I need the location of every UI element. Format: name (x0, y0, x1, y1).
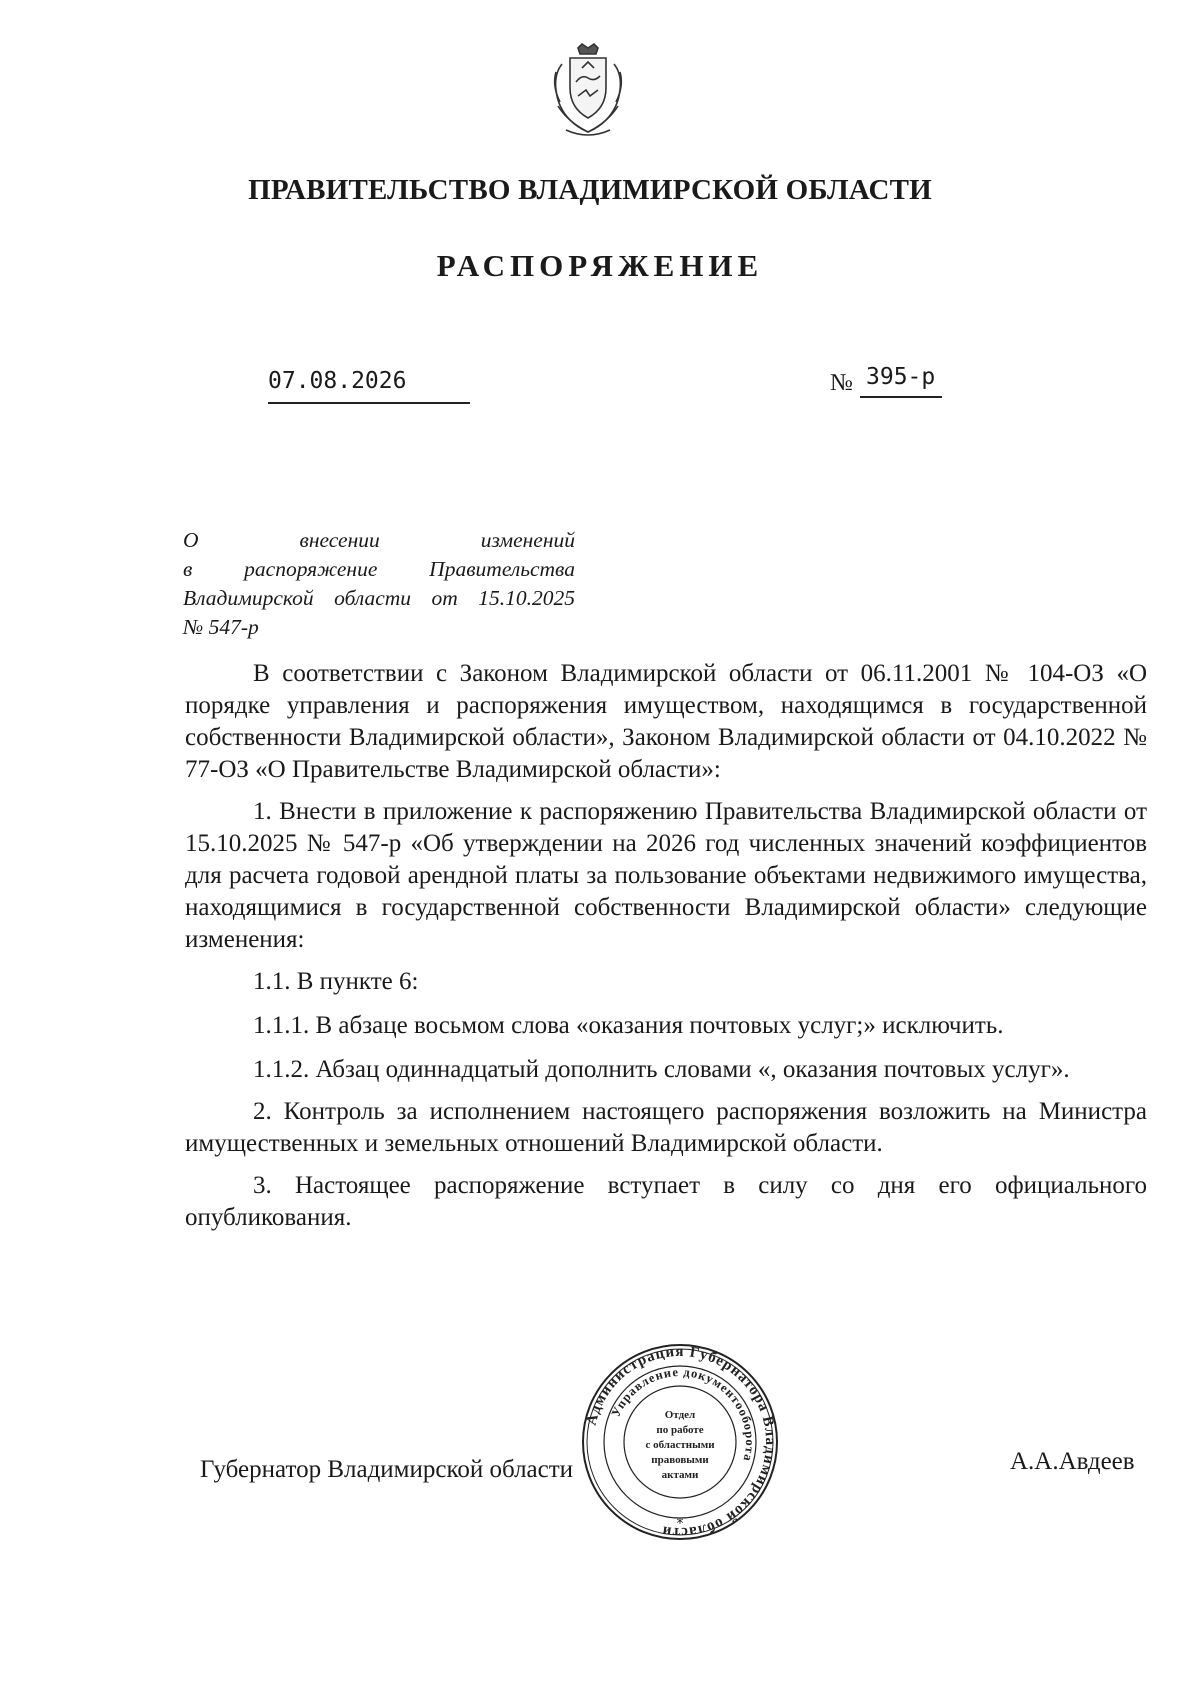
subject-line: Владимирской области от 15.10.2025 (183, 586, 575, 610)
subject-line: № 547-р (183, 615, 259, 639)
subject-line: в распоряжение Правительства (183, 557, 575, 581)
number-sign: № (830, 370, 853, 396)
stamp-center-line: с областными (645, 1439, 715, 1451)
clause-1-paragraph: 1. Внести в приложение к распоряжению Правительства Владимирской области от 15.10.2025 № 547-р «Об утверждении на 2026 год численных значений коэффициентов для расчета годовой арендной платы за пользование объектами недвижимого имущества, находящимися в государственной собственности Владимирской области» следующие изменения: (185, 798, 1147, 953)
stamp-center-line: правовыми (651, 1454, 709, 1466)
clause-1-1-1-paragraph: 1.1.1. В абзаце восьмом слова «оказания почтовых услуг;» исключить. (253, 1012, 1004, 1039)
document-number: 395-р (866, 364, 936, 390)
svg-text:*: * (676, 1516, 684, 1532)
official-stamp (580, 1342, 780, 1542)
signatory-name: А.А.Авдеев (1010, 1448, 1135, 1475)
stamp-middle-text: Управление документооборота (608, 1364, 758, 1464)
stamp-outer-text: Администрация Губернатора Владимирской области (583, 1343, 779, 1541)
stamp-center-line: Отдел (664, 1409, 696, 1421)
stamp-center-line: актами (661, 1469, 699, 1481)
stamp-center-line: по работе (656, 1424, 704, 1436)
document-type-heading: РАСПОРЯЖЕНИЕ (436, 248, 764, 283)
coat-of-arms-icon (548, 42, 628, 140)
subject-line: О внесении изменений (183, 528, 575, 552)
clause-1-1-paragraph: 1.1. В пункте 6: (253, 968, 419, 995)
document-subject (183, 526, 575, 642)
number-underline (860, 396, 942, 398)
document-date: 07.08.2026 (268, 368, 407, 394)
organization-title: ПРАВИТЕЛЬСТВО ВЛАДИМИРСКОЙ ОБЛАСТИ (248, 174, 932, 206)
date-underline (268, 402, 470, 404)
clause-2-paragraph: 2. Контроль за исполнением настоящего распоряжения возложить на Министра имущественных и земельных отношений Владимирской области. (185, 1098, 1147, 1157)
preamble-paragraph: В соответствии с Законом Владимирской области от 06.11.2001 № 104-ОЗ «О порядке управления и распоряжения имуществом, находящимся в государственной собственности Владимирской области», Законом Владимирской области от 04.10.2022 № 77-ОЗ «О Правительстве Владимирской области»: (185, 660, 1147, 783)
clause-1-1-2-paragraph: 1.1.2. Абзац одиннадцатый дополнить словами «, оказания почтовых услуг». (253, 1056, 1070, 1083)
clause-3-paragraph: 3. Настоящее распоряжение вступает в силу со дня его официального опубликования. (185, 1172, 1147, 1231)
signatory-position: Губернатор Владимирской области (200, 1456, 574, 1483)
document-body (185, 658, 1147, 1244)
